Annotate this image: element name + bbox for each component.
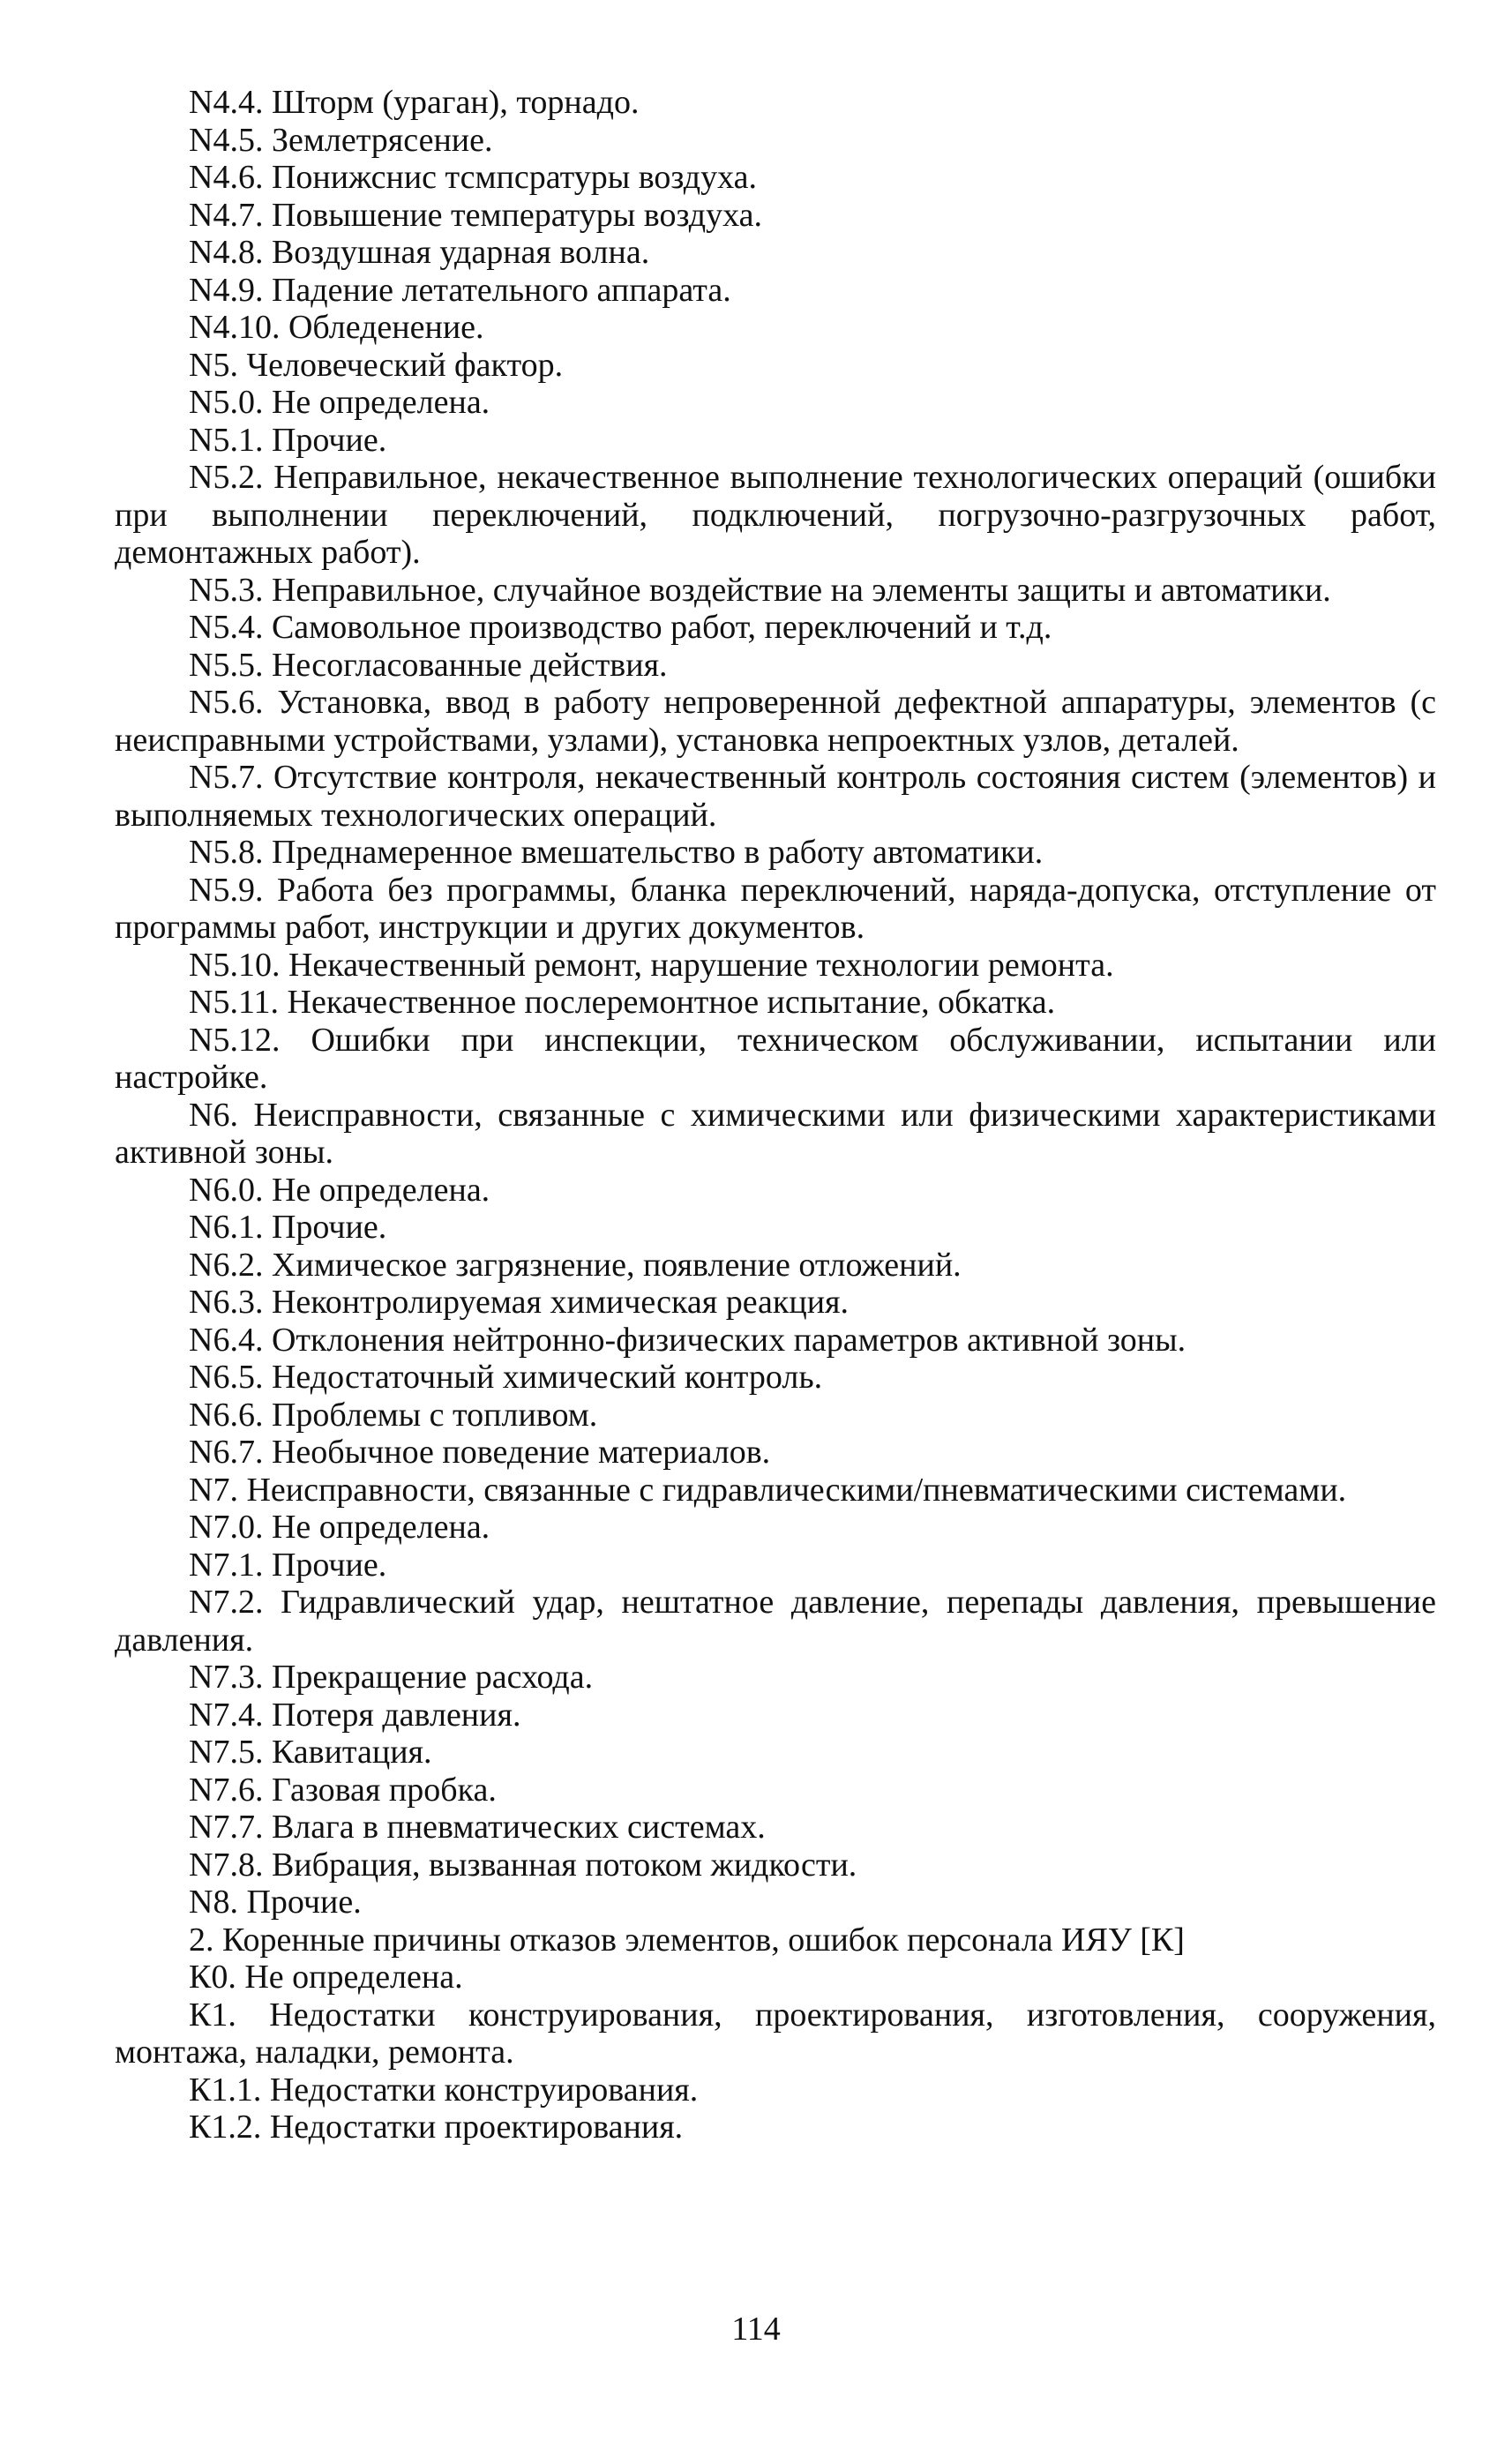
list-item: N4.7. Повышение температуры воздуха.: [189, 196, 762, 234]
list-item: N6. Неисправности, связанные с химическими или физическими характеристиками активной зоны.: [115, 1096, 1436, 1171]
list-item: N5.3. Неправильное, случайное воздействие на элементы защиты и автоматики.: [189, 571, 1331, 609]
page-body: [115, 84, 1436, 2146]
list-item: N8. Прочие.: [189, 1884, 362, 1921]
page-number: 114: [731, 2311, 781, 2348]
list-item: N7.3. Прекращение расхода.: [189, 1659, 594, 1696]
list-item: N6.4. Отклонения нейтронно-физических параметров активной зоны.: [189, 1321, 1186, 1359]
list-item: К0. Не определена.: [189, 1959, 463, 1996]
list-item: N7.6. Газовая пробка.: [189, 1771, 497, 1809]
list-item: N5.5. Несогласованные действия.: [189, 646, 668, 684]
list-item: N7.2. Гидравлический удар, нештатное давление, перепады давления, превышение давления.: [115, 1584, 1436, 1659]
list-item: N4.10. Обледенение.: [189, 309, 484, 346]
list-item: К1.2. Недостатки проектирования.: [189, 2109, 684, 2146]
list-item: N7.5. Кавитация.: [189, 1734, 432, 1771]
list-item: N5.9. Работа без программы, бланка переключений, наряда-допуска, отступление от программы работ, инструкции и других документов.: [115, 871, 1436, 946]
list-item: N5.4. Самовольное производство работ, переключений и т.д.: [189, 609, 1052, 646]
list-item: N6.2. Химическое загрязнение, появление отложений.: [189, 1246, 962, 1284]
list-item: N5.10. Некачественный ремонт, нарушение технологии ремонта.: [189, 946, 1114, 984]
list-item: N4.6. Понижснис тсмпсратуры воздуха.: [189, 159, 757, 196]
list-item: N4.5. Землетрясение.: [189, 121, 493, 159]
list-item: N5.0. Не определена.: [189, 384, 490, 421]
list-item: N6.6. Проблемы с топливом.: [189, 1396, 598, 1434]
list-item: N5.7. Отсутствие контроля, некачественный контроль состояния систем (элементов) и выполняемых технологических операций.: [115, 759, 1436, 834]
list-item: N6.0. Не определена.: [189, 1171, 490, 1209]
list-item: N6.5. Недостаточный химический контроль.: [189, 1359, 823, 1396]
list-item: N7.7. Влага в пневматических системах.: [189, 1809, 766, 1846]
list-item: N6.3. Неконтролируемая химическая реакция.: [189, 1284, 850, 1321]
list-item: N6.1. Прочие.: [189, 1209, 387, 1246]
list-item: N7.8. Вибрация, вызванная потоком жидкости.: [189, 1846, 857, 1884]
list-item: N5.2. Неправильное, некачественное выполнение технологических операций (ошибки при выполнении переключений, подключений, погрузочно-разгрузочных работ, демонтажных работ).: [115, 459, 1436, 571]
list-item: N4.4. Шторм (ураган), торнадо.: [189, 84, 640, 121]
list-item: N5.8. Преднамеренное вмешательство в работу автоматики.: [189, 834, 1044, 871]
section-heading: 2. Коренные причины отказов элементов, ошибок персонала ИЯУ [К]: [189, 1921, 1185, 1959]
list-item: К1. Недостатки конструирования, проектирования, изготовления, сооружения, монтажа, наладки, ремонта.: [115, 1996, 1436, 2071]
list-item: N7. Неисправности, связанные с гидравлическими/пневматическими системами.: [189, 1471, 1347, 1509]
list-item: N5. Человеческий фактор.: [189, 346, 564, 384]
list-item: N4.8. Воздушная ударная волна.: [189, 234, 650, 271]
list-item: N7.0. Не определена.: [189, 1509, 490, 1546]
list-item: N6.7. Необычное поведение материалов.: [189, 1434, 771, 1471]
list-item: N7.4. Потеря давления.: [189, 1696, 521, 1734]
list-item: К1.1. Недостатки конструирования.: [189, 2071, 699, 2109]
list-item: N5.6. Установка, ввод в работу непроверенной дефектной аппаратуры, элементов (с неисправными устройствами, узлами), установка непроектных узлов, деталей.: [115, 684, 1436, 759]
list-item: N4.9. Падение летательного аппарата.: [189, 271, 731, 309]
list-item: N7.1. Прочие.: [189, 1546, 387, 1584]
list-item: N5.12. Ошибки при инспекции, техническом обслуживании, испытании или настройке.: [115, 1021, 1436, 1096]
list-item: N5.11. Некачественное послеремонтное испытание, обкатка.: [189, 984, 1056, 1021]
list-item: N5.1. Прочие.: [189, 421, 387, 459]
